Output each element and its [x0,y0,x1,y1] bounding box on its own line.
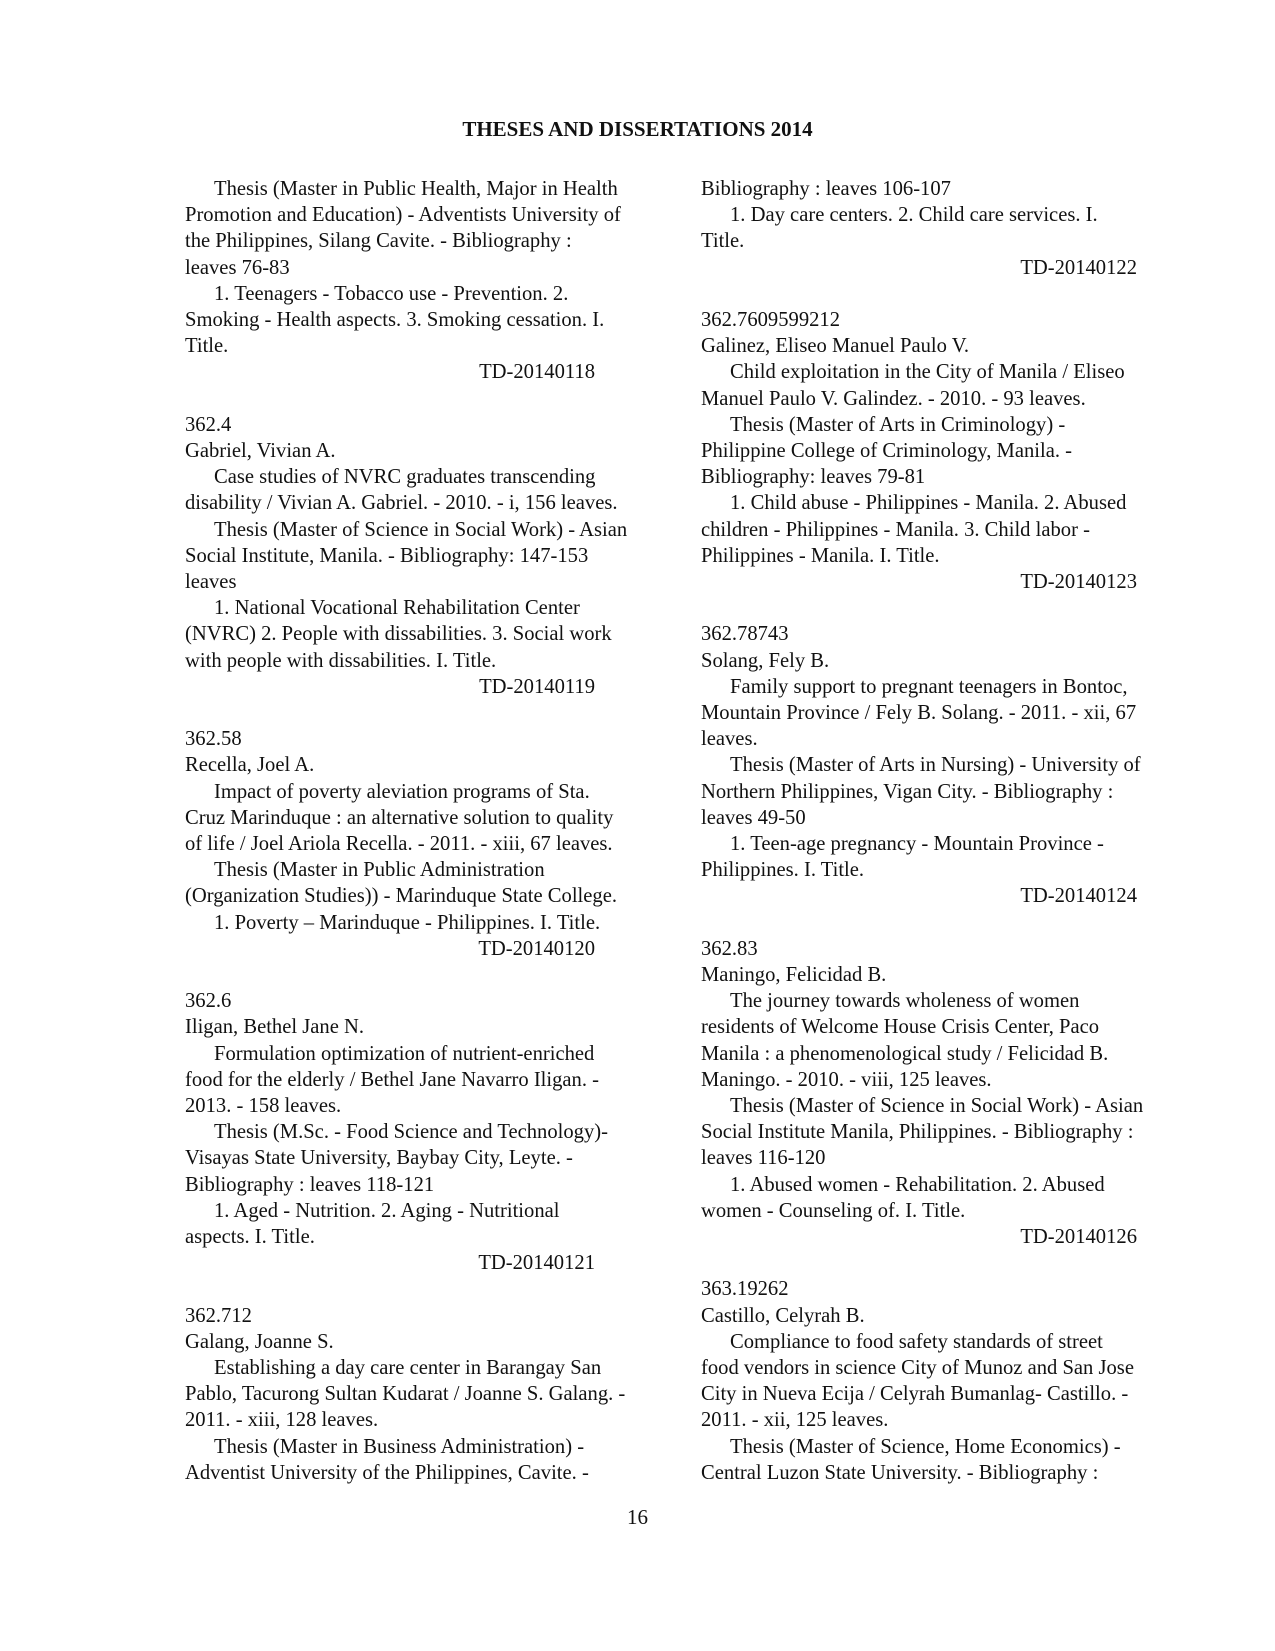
entry-line: Promotion and Education) - Adventists University of [185,204,621,227]
entry-line: Castillo, Celyrah B. [701,1304,865,1327]
entry-line: 362.7609599212 [701,309,841,331]
entry-accession-number: TD-20140123 [1020,571,1137,594]
entry-line: Formulation optimization of nutrient-enriched [214,1042,595,1065]
entry-line: Cruz Marinduque : an alternative solution to quality [185,806,614,829]
entry-line: leaves 116-120 [701,1147,826,1170]
entry-line: Compliance to food safety standards of street [730,1330,1103,1353]
entry-line: Thesis (Master of Science in Social Work) - Asian [214,518,628,541]
entry-line: Thesis (M.Sc. - Food Science and Technology)- [214,1121,608,1144]
entry-line: Adventist University of the Philippines, Cavite. - [185,1461,589,1484]
entry-line: Manuel Paulo V. Galindez. - 2010. - 93 leaves. [701,387,1086,410]
entry-line: Galinez, Eliseo Manuel Paulo V. [701,335,970,358]
entry-accession-number: TD-20140122 [1020,256,1137,279]
entry-line: 1. National Vocational Rehabilitation Center [214,597,580,620]
entry-line: Smoking - Health aspects. 3. Smoking cessation. I. [185,309,605,332]
entry-line: Thesis (Master in Public Health, Major in Health [214,178,618,200]
entry-accession-number: TD-20140119 [479,675,595,698]
page-title: THESES AND DISSERTATIONS 2014 [462,117,813,141]
entry-line: 1. Teenagers - Tobacco use - Prevention. 2. [214,282,569,305]
entry-line: leaves. [701,728,758,751]
entry-line: 362.58 [185,728,242,751]
entry-line: leaves 76-83 [185,256,290,279]
entry-line: 2013. - 158 leaves. [185,1095,342,1118]
entry-line: Thesis (Master of Science, Home Economics) - [730,1435,1121,1458]
entry-line: 362.6 [185,990,232,1013]
entry-line: the Philippines, Silang Cavite. - Bibliography : [185,230,572,253]
entry-line: leaves [185,571,237,594]
catalog-entry [185,412,675,700]
catalog-entry [701,176,1201,281]
entry-line: Galang, Joanne S. [185,1330,334,1353]
entry-line: of life / Joel Ariola Recella. - 2011. - xiii, 67 leaves. [185,833,613,856]
entry-line: 362.712 [185,1304,252,1327]
entry-line: 1. Teen-age pregnancy - Mountain Province - [730,833,1104,856]
entry-line: Case studies of NVRC graduates transcending [214,466,596,489]
catalog-entry [185,726,675,962]
entry-line: The journey towards wholeness of women [730,990,1080,1013]
page-number: 16 [627,1505,648,1529]
entry-line: Manila : a phenomenological study / Felicidad B. [701,1042,1109,1065]
entry-line: Central Luzon State University. - Bibliography : [701,1461,1099,1484]
catalog-entry [185,176,675,386]
entry-line: Iligan, Bethel Jane N. [185,1016,364,1039]
entry-line: (NVRC) 2. People with dissabilities. 3. Social work [185,623,612,646]
entry-line: Philippines - Manila. I. Title. [701,544,940,567]
entry-line: 2011. - xiii, 128 leaves. [185,1409,379,1432]
entry-line: Impact of poverty aleviation programs of Sta. [214,780,590,803]
entry-accession-number: TD-20140126 [1020,1226,1137,1249]
catalog-entry [701,621,1201,909]
entry-line: 2011. - xii, 125 leaves. [701,1409,889,1432]
entry-line: Title. [185,335,229,358]
entry-line: 1. Poverty – Marinduque - Philippines. I. Title. [214,911,601,934]
entry-line: City in Nueva Ecija / Celyrah Bumanlag- Castillo. - [701,1383,1129,1406]
entry-line: 362.78743 [701,623,789,646]
entry-line: Thesis (Master in Public Administration [214,859,545,882]
left-column [185,176,675,1486]
entry-line: aspects. I. Title. [185,1226,315,1249]
entry-line: 362.83 [701,937,758,960]
entry-line: Visayas State University, Baybay City, Leyte. - [185,1147,573,1170]
entry-line: Maningo, Felicidad B. [701,964,887,987]
catalog-entry [185,1303,675,1486]
entry-line: food for the elderly / Bethel Jane Navarro Iligan. - [185,1068,600,1091]
entry-line: Bibliography : leaves 118-121 [185,1173,435,1196]
entry-accession-number: TD-20140121 [478,1252,595,1275]
entry-line: Bibliography: leaves 79-81 [701,466,926,489]
entry-accession-number: TD-20140118 [479,361,595,384]
entry-line: Title. [701,230,745,253]
entry-line: Recella, Joel A. [185,754,315,777]
entry-line: residents of Welcome House Crisis Center, Paco [701,1016,1100,1039]
entry-line: Thesis (Master in Business Administration) - [214,1435,585,1458]
entry-line: Social Institute Manila, Philippines. - Bibliography : [701,1121,1134,1144]
entry-line: Gabriel, Vivian A. [185,440,336,463]
entry-line: food vendors in science City of Munoz and San Jose [701,1357,1134,1380]
entry-line: Thesis (Master of Science in Social Work) - Asian [730,1095,1144,1118]
entry-line: Bibliography : leaves 106-107 [701,178,951,200]
entry-line: Solang, Fely B. [701,649,830,672]
entry-line: 363.19262 [701,1278,789,1301]
entry-line: 1. Aged - Nutrition. 2. Aging - Nutritional [214,1199,560,1222]
entry-line: (Organization Studies)) - Marinduque State College. [185,885,617,908]
entry-line: 1. Abused women - Rehabilitation. 2. Abused [730,1173,1105,1196]
entry-accession-number: TD-20140120 [478,937,595,960]
entry-line: Mountain Province / Fely B. Solang. - 2011. - xii, 67 [701,702,1137,725]
catalog-entry [701,307,1201,595]
entry-line: with people with dissabilities. I. Title. [185,649,497,672]
entry-line: Child exploitation in the City of Manila / Eliseo [730,361,1125,384]
entry-line: Family support to pregnant teenagers in Bontoc, [730,675,1128,698]
entry-line: Social Institute, Manila. - Bibliography: 147-153 [185,544,589,567]
entry-line: children - Philippines - Manila. 3. Child labor - [701,518,1090,541]
entry-line: Pablo, Tacurong Sultan Kudarat / Joanne S. Galang. - [185,1383,626,1406]
entry-line: disability / Vivian A. Gabriel. - 2010. - i, 156 leaves. [185,492,618,515]
entry-line: leaves 49-50 [701,806,806,829]
entry-line: Northern Philippines, Vigan City. - Bibliography : [701,780,1114,803]
catalog-entry [185,988,675,1276]
entry-accession-number: TD-20140124 [1020,885,1137,908]
right-column [701,176,1201,1486]
entry-line: 1. Day care centers. 2. Child care services. I. [730,204,1098,227]
entry-line: Philippines. I. Title. [701,859,865,882]
entry-line: 1. Child abuse - Philippines - Manila. 2. Abused [730,492,1127,515]
catalog-entry [701,1276,1201,1486]
entry-line: Establishing a day care center in Barangay San [214,1357,602,1380]
entry-line: Philippine College of Criminology, Manila. - [701,440,1073,463]
entry-line: women - Counseling of. I. Title. [701,1199,966,1222]
catalog-entry [701,936,1201,1250]
entry-line: Thesis (Master of Arts in Nursing) - University of [730,754,1141,777]
entry-line: 362.4 [185,413,232,436]
entry-line: Thesis (Master of Arts in Criminology) - [730,413,1066,436]
entry-line: Maningo. - 2010. - viii, 125 leaves. [701,1068,992,1091]
